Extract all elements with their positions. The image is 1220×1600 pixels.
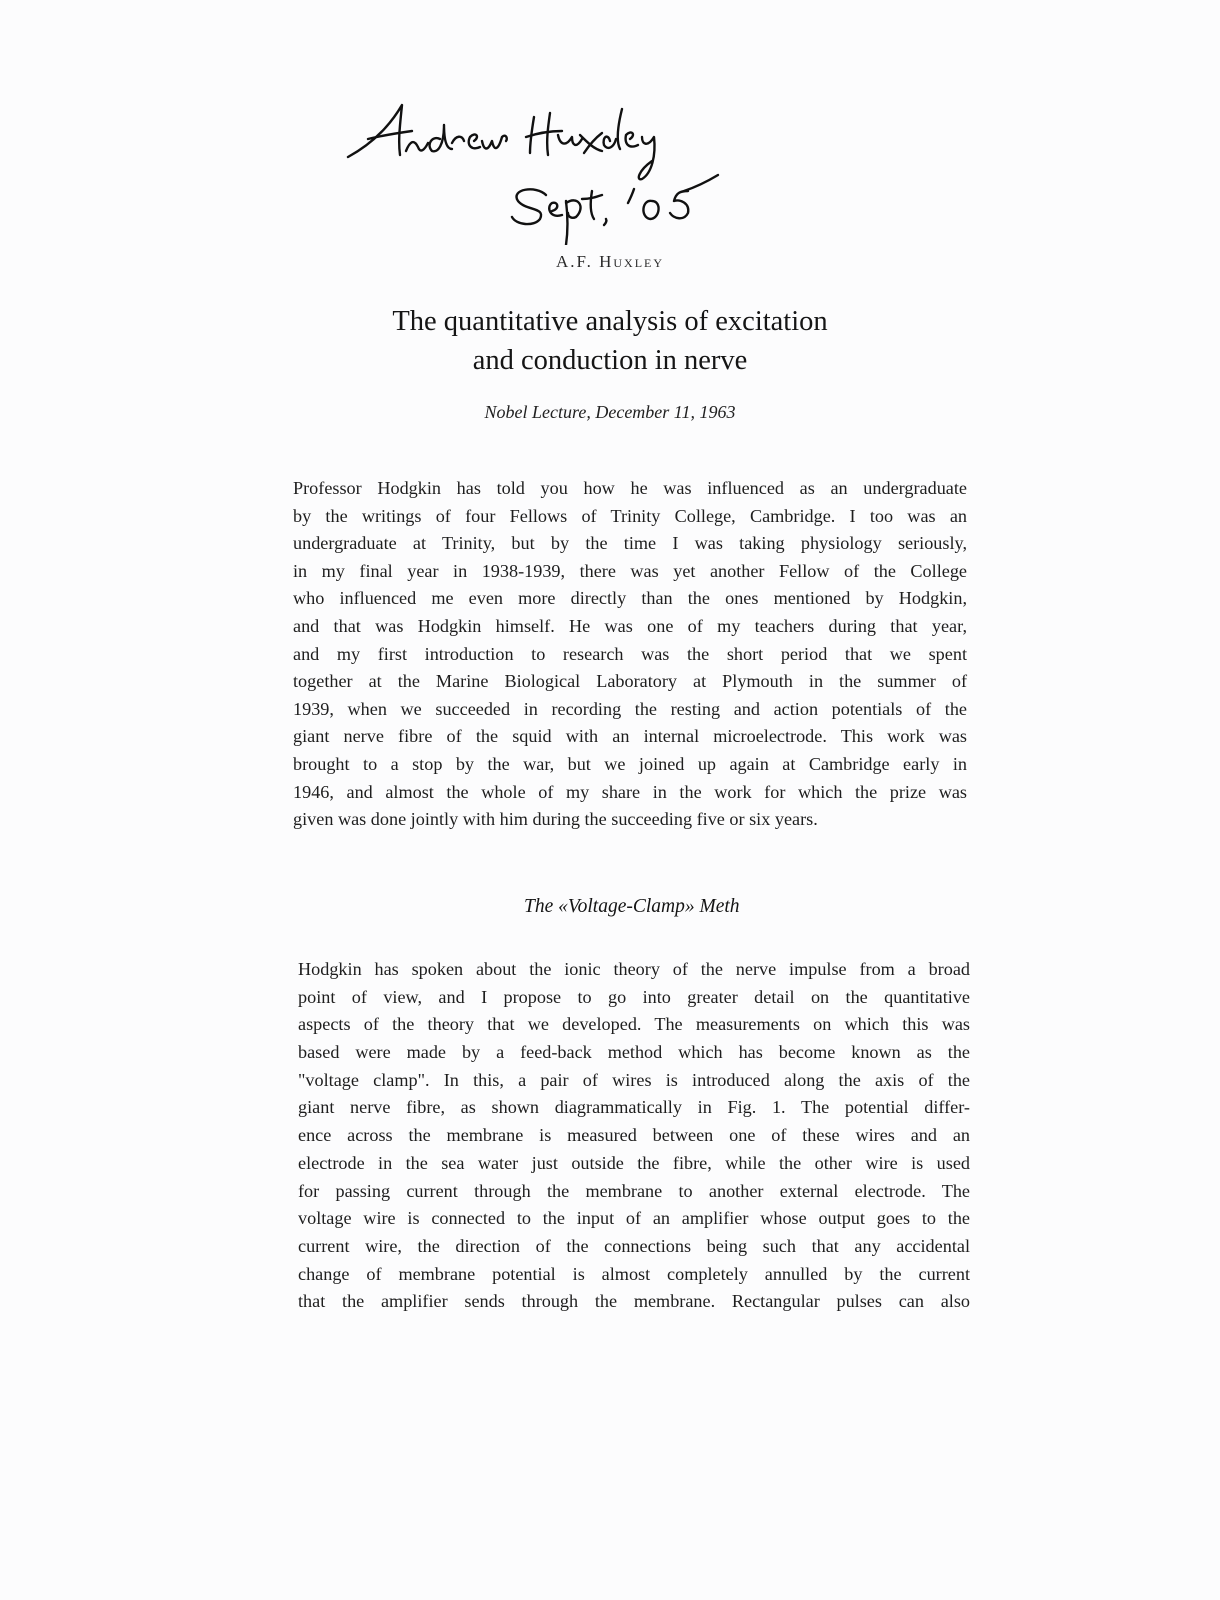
lecture-title (0, 302, 1220, 380)
author-name (0, 252, 1220, 272)
section-heading (524, 896, 740, 918)
text-line: Professor Hodgkin has told you how he was influenced as an undergraduate (293, 478, 967, 498)
title-line-1: The quantitative analysis of excitation (392, 306, 828, 337)
handwritten-signature (340, 95, 740, 245)
text-line: undergraduate at Trinity, but by the time I was taking physiology seriously, (293, 533, 967, 554)
text-line: voltage wire is connected to the input of an amplifier whose output goes to the (298, 1208, 970, 1229)
text-line: electrode in the sea water just outside the fibre, while the other wire is used (298, 1152, 970, 1173)
text-line: 1939, when we succeeded in recording the resting and action potentials of the (293, 698, 967, 719)
title-line-2: and conduction in nerve (472, 345, 748, 376)
text-line: in my final year in 1938-1939, there was yet another Fellow of the College (293, 560, 967, 581)
signature-drawing (340, 95, 740, 245)
author-surname: Huxley (599, 252, 665, 271)
text-line: aspects of the theory that we developed. The measurements on which this was (298, 1014, 970, 1035)
text-line: together at the Marine Biological Laboratory at Plymouth in the summer of (293, 671, 967, 692)
lecture-subtitle: Nobel Lecture, December 11, 1963 (484, 402, 736, 422)
text-line: giant nerve fibre of the squid with an internal microelectrode. This work was (293, 726, 967, 747)
text-line: change of membrane potential is almost completely annulled by the current (298, 1263, 970, 1284)
text-line: "voltage clamp". In this, a pair of wires is introduced along the axis of the (298, 1069, 970, 1090)
text-line: for passing current through the membrane to another external electrode. The (298, 1180, 970, 1201)
voltage-clamp-paragraph (298, 956, 970, 1316)
text-line: Hodgkin has spoken about the ionic theory of the nerve impulse from a broad (298, 959, 970, 979)
text-line: 1946, and almost the whole of my share in the work for which the prize was (293, 781, 967, 802)
text-line: giant nerve fibre, as shown diagrammatically in Fig. 1. The potential differ- (298, 1097, 970, 1118)
text-line: and that was Hodgkin himself. He was one of my teachers during that year, (293, 615, 967, 636)
section-heading-text: The «Voltage-Clamp» Meth (524, 896, 740, 917)
text-line: point of view, and I propose to go into greater detail on the quantitative (298, 986, 970, 1007)
text-line: brought to a stop by the war, but we joined up again at Cambridge early in (293, 753, 967, 774)
text-line: given was done jointly with him during the succeeding five or six years. (293, 809, 818, 830)
author-initials: A.F. (555, 252, 593, 271)
text-line: based were made by a feed-back method which has become known as the (298, 1042, 970, 1063)
text-line: who influenced me even more directly than the ones mentioned by Hodgkin, (293, 588, 967, 609)
text-line: by the writings of four Fellows of Trinity College, Cambridge. I too was an (293, 505, 967, 526)
intro-paragraph (293, 475, 967, 834)
text-line: ence across the membrane is measured between one of these wires and an (298, 1125, 970, 1146)
text-line: that the amplifier sends through the membrane. Rectangular pulses can also (298, 1291, 970, 1312)
text-line: and my first introduction to research was the short period that we spent (293, 643, 967, 664)
text-line: current wire, the direction of the connections being such that any accidental (298, 1235, 970, 1256)
